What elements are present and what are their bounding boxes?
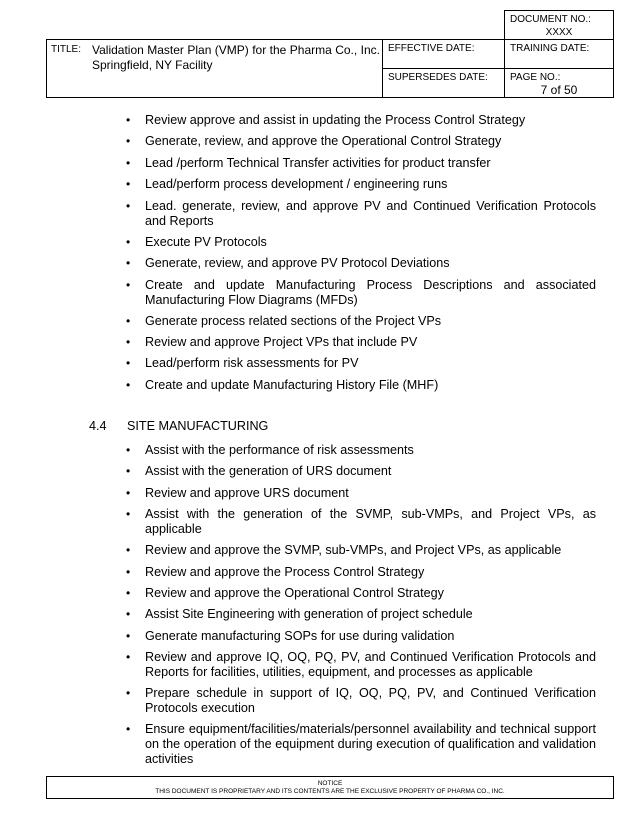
document-number-cell <box>504 10 614 40</box>
list-item: • Lead/perform process development / engineering runs <box>126 177 448 191</box>
page-number-value: 7 of 50 <box>540 83 578 97</box>
bullet-icon: • <box>126 235 131 249</box>
list-item: • Review and approve the Operational Control Strategy <box>126 586 444 600</box>
list-item: • Create and update Manufacturing History File (MHF) <box>126 378 439 392</box>
bullet-icon: • <box>126 565 131 579</box>
list-item: • Create and update Manufacturing Process Descriptions and associated Manufacturing Flow Diagrams (MFDs) <box>126 278 596 307</box>
effective-date-label: EFFECTIVE DATE: <box>388 43 475 54</box>
bullet-icon: • <box>126 486 131 500</box>
list-item: • Review approve and assist in updating the Process Control Strategy <box>126 113 526 127</box>
bullet-icon: • <box>126 356 131 370</box>
bullet-icon: • <box>126 686 131 700</box>
bullet-icon: • <box>126 629 131 643</box>
list-item: • Generate process related sections of the Project VPs <box>126 314 442 328</box>
page-number-label: PAGE NO.: <box>510 72 561 83</box>
list-item: • Review and approve the SVMP, sub-VMPs, and Project VPs, as applicable <box>126 543 562 557</box>
bullet-icon: • <box>126 443 131 457</box>
proprietary-notice <box>46 776 614 799</box>
bullet-icon: • <box>126 256 131 270</box>
bullet-icon: • <box>126 378 131 392</box>
section-title: SITE MANUFACTURING <box>127 419 269 433</box>
list-item: • Review and approve IQ, OQ, PQ, PV, and Continued Verification Protocols and Reports for facilities, utilities, equipment, and processes as applicable <box>126 650 596 679</box>
list-item: • Lead/perform risk assessments for PV <box>126 356 359 370</box>
bullet-icon: • <box>126 335 131 349</box>
supersedes-date-label: SUPERSEDES DATE: <box>388 72 488 83</box>
document-number-label: DOCUMENT NO.: <box>510 14 591 25</box>
bullet-icon: • <box>126 113 131 127</box>
list-item: • Assist with the generation of the SVMP, sub-VMPs, and Project VPs, as applicable <box>126 507 596 536</box>
supersedes-date-cell <box>382 68 505 98</box>
bullet-icon: • <box>126 156 131 170</box>
effective-date-cell <box>382 39 505 69</box>
notice-label: NOTICE <box>317 780 343 787</box>
bullet-icon: • <box>126 650 131 664</box>
bullet-icon: • <box>126 314 131 328</box>
list-item: • Lead /perform Technical Transfer activities for product transfer <box>126 156 491 170</box>
document-title: Validation Master Plan (VMP) for the Pharma Co., Inc. Springfield, NY Facility <box>92 43 380 72</box>
list-item: • Review and approve URS document <box>126 486 349 500</box>
bullet-icon: • <box>126 278 131 292</box>
list-item: • Generate, review, and approve PV Protocol Deviations <box>126 256 450 270</box>
page-number-cell <box>504 68 614 98</box>
list-item: • Assist Site Engineering with generation of project schedule <box>126 607 473 621</box>
bullet-icon: • <box>126 464 131 478</box>
title-cell <box>46 39 382 98</box>
list-item: • Lead. generate, review, and approve PV and Continued Verification Protocols and Reports <box>126 199 596 228</box>
notice-text: THIS DOCUMENT IS PROPRIETARY AND ITS CONTENTS ARE THE EXCLUSIVE PROPERTY OF PHARMA CO., INC. <box>155 788 505 795</box>
list-item: • Review and approve the Process Control Strategy <box>126 565 425 579</box>
bullet-icon: • <box>126 722 131 736</box>
bullet-icon: • <box>126 586 131 600</box>
list-item: • Execute PV Protocols <box>126 235 267 249</box>
bullet-icon: • <box>126 507 131 521</box>
list-item: • Ensure equipment/facilities/materials/personnel availability and technical support on the operation of the equipment during execution of qualification and validation activities <box>126 722 596 766</box>
list-item: • Assist with the performance of risk assessments <box>126 443 414 457</box>
training-date-label: TRAINING DATE: <box>510 43 590 54</box>
bullet-icon: • <box>126 134 131 148</box>
training-date-cell <box>504 39 614 69</box>
bullet-icon: • <box>126 543 131 557</box>
bullet-icon: • <box>126 199 131 213</box>
list-item: • Generate, review, and approve the Operational Control Strategy <box>126 134 502 148</box>
list-item: • Review and approve Project VPs that include PV <box>126 335 418 349</box>
document-header <box>46 10 614 98</box>
list-item: • Assist with the generation of URS document <box>126 464 392 478</box>
list-item: • Prepare schedule in support of IQ, OQ, PQ, PV, and Continued Verification Protocols execution <box>126 686 596 715</box>
title-label: TITLE: <box>51 44 82 55</box>
bullet-icon: • <box>126 607 131 621</box>
document-number-value: XXXX <box>545 27 573 38</box>
bullet-icon: • <box>126 177 131 191</box>
list-item: • Generate manufacturing SOPs for use during validation <box>126 629 455 643</box>
section-number: 4.4 <box>89 419 107 433</box>
